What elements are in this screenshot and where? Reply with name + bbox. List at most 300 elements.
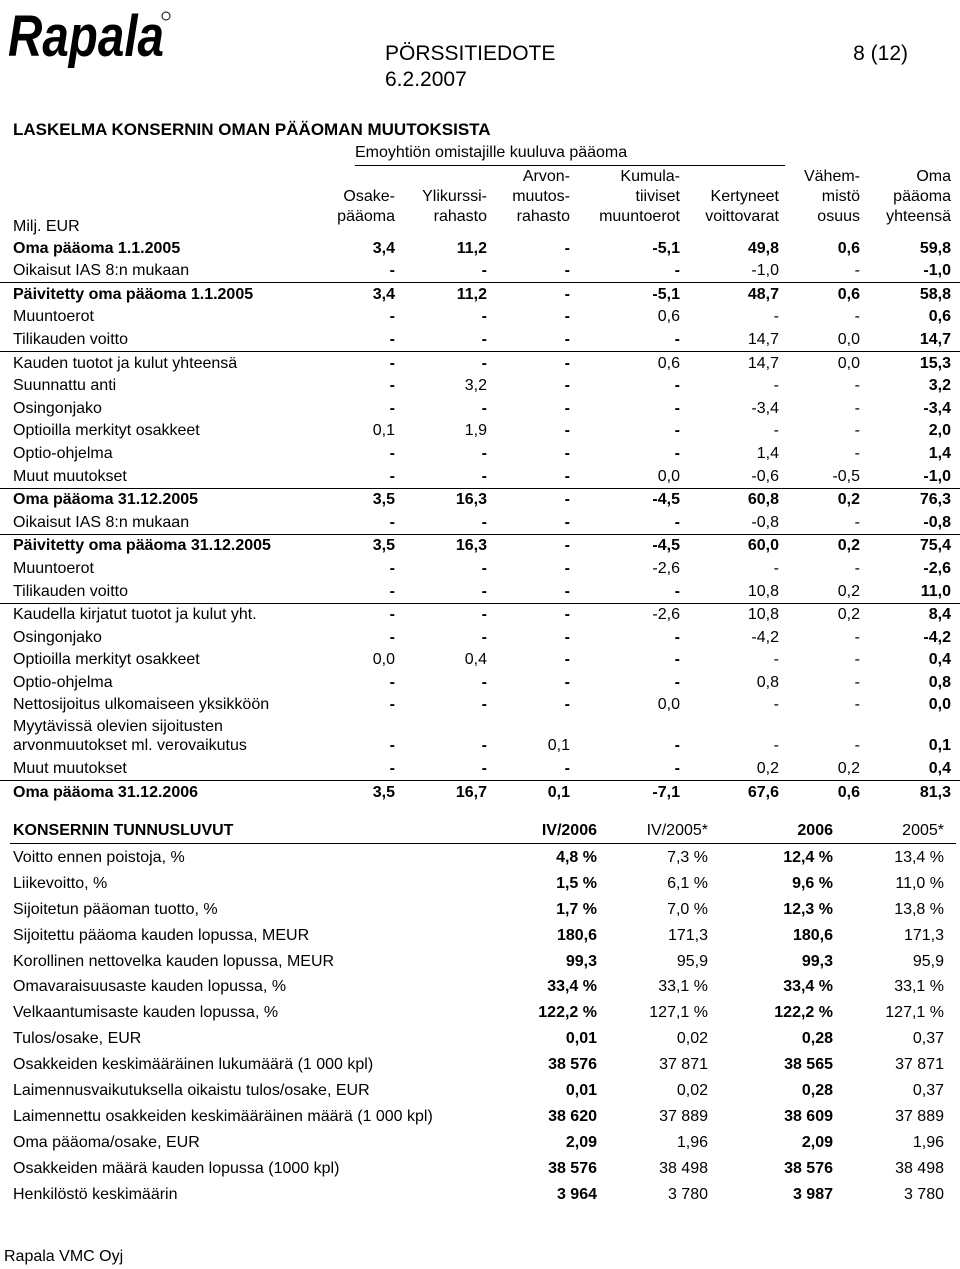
equity-cell: - <box>674 377 680 395</box>
equity-cell: - <box>773 651 779 669</box>
kpi-row <box>0 1027 960 1053</box>
equity-cell: - <box>564 537 570 555</box>
kpi-row-label: Korollinen nettovelka kauden lopussa, MEUR <box>13 952 335 970</box>
equity-row <box>0 237 960 260</box>
equity-cell: - <box>481 399 487 417</box>
equity-col-header <box>512 167 570 227</box>
kpi-col-header: 2005* <box>902 822 944 839</box>
equity-col-header-line: Oma <box>916 168 951 185</box>
equity-row <box>0 442 960 465</box>
equity-cell: - <box>389 606 395 624</box>
kpi-cell: 33,4 % <box>783 978 833 996</box>
equity-cell: - <box>854 377 860 395</box>
rapala-logo <box>6 4 172 69</box>
equity-cell: 10,8 <box>747 606 779 624</box>
kpi-cell: 38 609 <box>784 1107 833 1125</box>
kpi-row <box>0 1001 960 1027</box>
equity-row <box>0 649 960 672</box>
kpi-cell: 38 498 <box>659 1159 708 1177</box>
kpi-cell: 33,4 % <box>547 978 597 996</box>
equity-cell: 49,8 <box>747 239 779 257</box>
equity-cell: -4,5 <box>652 537 680 555</box>
footer-company: Rapala VMC Oyj <box>4 1248 124 1265</box>
equity-cell: - <box>481 582 487 600</box>
equity-cell: - <box>389 330 395 348</box>
equity-cell: - <box>389 559 395 577</box>
kpi-divider <box>10 843 956 844</box>
equity-cell: 2,0 <box>928 422 951 440</box>
equity-cell: - <box>564 467 570 485</box>
equity-cell: - <box>389 696 395 714</box>
equity-cell: -2,6 <box>652 606 680 624</box>
equity-row <box>0 757 960 780</box>
equity-cell: 11,2 <box>456 285 487 303</box>
equity-cell: - <box>674 262 680 280</box>
equity-row <box>0 694 960 717</box>
equity-cell: 0,1 <box>372 422 395 440</box>
equity-col-header-line: Kertyneet <box>710 188 779 205</box>
equity-cell: - <box>564 513 570 531</box>
equity-cell: - <box>773 377 779 395</box>
equity-cell: - <box>481 330 487 348</box>
equity-cell: 0,2 <box>837 491 860 509</box>
equity-cell: 0,1 <box>547 783 570 801</box>
equity-cell: 0,0 <box>372 651 395 669</box>
equity-row-label: Oikaisut IAS 8:n mukaan <box>13 513 190 531</box>
equity-cell: 0,2 <box>837 582 860 600</box>
equity-row-label: Optio-ohjelma <box>13 444 113 462</box>
kpi-cell: 3 964 <box>556 1185 597 1203</box>
equity-cell: - <box>564 330 570 348</box>
kpi-cell: 0,02 <box>676 1030 708 1048</box>
equity-cell: - <box>854 737 860 755</box>
equity-col-header-line: yhteensä <box>886 208 951 225</box>
equity-cell: - <box>389 444 395 462</box>
equity-cell: -0,6 <box>751 467 779 485</box>
kpi-cell: 9,6 % <box>792 874 833 892</box>
equity-row-label: Päivitetty oma pääoma 31.12.2005 <box>13 537 271 555</box>
kpi-row-label: Sijoitettu pääoma kauden lopussa, MEUR <box>13 926 310 944</box>
equity-row-label: Kaudella kirjatut tuotot ja kulut yht. <box>13 606 257 624</box>
equity-cell: 1,4 <box>756 444 779 462</box>
kpi-cell: 38 576 <box>548 1056 597 1074</box>
equity-cell: 3,2 <box>464 377 487 395</box>
equity-cell: - <box>389 308 395 326</box>
equity-cell: -4,2 <box>751 628 779 646</box>
equity-row-label: Muut muutokset <box>13 467 127 485</box>
equity-row <box>0 351 960 375</box>
kpi-cell: 122,2 % <box>774 1004 833 1022</box>
kpi-cell: 127,1 % <box>649 1004 708 1022</box>
equity-cell: 0,0 <box>928 696 951 714</box>
kpi-col-header: 2006 <box>797 822 833 839</box>
page-number: 8 (12) <box>853 42 908 65</box>
equity-cell: 11,2 <box>456 239 487 257</box>
equity-cell: - <box>773 696 779 714</box>
kpi-cell: 171,3 <box>667 926 708 944</box>
equity-cell: - <box>674 399 680 417</box>
equity-cell: 3,4 <box>372 285 395 303</box>
equity-cell: 16,3 <box>455 491 487 509</box>
equity-cell: - <box>564 354 570 372</box>
equity-cell: - <box>481 737 487 755</box>
equity-cell: -1,0 <box>923 262 951 280</box>
equity-cell: 10,8 <box>747 582 779 600</box>
equity-cell: - <box>389 760 395 778</box>
equity-row-label: Tilikauden voitto <box>13 582 129 600</box>
equity-cell: - <box>564 628 570 646</box>
equity-col-header-line: Arvon- <box>522 168 570 185</box>
equity-row <box>0 306 960 329</box>
equity-cell: - <box>674 651 680 669</box>
kpi-cell: 7,3 % <box>667 849 708 866</box>
equity-row-label: Nettosijoitus ulkomaiseen yksikköön <box>13 696 270 714</box>
equity-cell: - <box>481 606 487 624</box>
equity-cell: -3,4 <box>923 399 951 417</box>
kpi-row-label: Tulos/osake, EUR <box>13 1030 142 1048</box>
equity-col-header-line: Osake- <box>343 188 395 205</box>
kpi-col-header: IV/2005* <box>646 822 708 839</box>
kpi-row <box>0 1053 960 1079</box>
kpi-row-label: Henkilöstö keskimäärin <box>13 1185 178 1203</box>
equity-cell: 11,0 <box>920 582 951 600</box>
kpi-row <box>0 846 960 872</box>
equity-group-label: Emoyhtiön omistajille kuuluva pääoma <box>355 144 628 161</box>
kpi-cell: 3 780 <box>667 1185 708 1203</box>
kpi-row <box>0 1105 960 1131</box>
equity-col-header <box>886 167 951 227</box>
equity-cell: - <box>674 673 680 691</box>
equity-cell: 75,4 <box>919 537 951 555</box>
kpi-cell: 1,7 % <box>556 900 597 918</box>
equity-cell: - <box>564 444 570 462</box>
kpi-cell: 99,3 <box>801 952 833 970</box>
kpi-cell: 13,8 % <box>894 900 944 918</box>
unit-label: Milj. EUR <box>13 218 80 235</box>
equity-cell: - <box>564 491 570 509</box>
equity-col-header <box>705 187 779 227</box>
kpi-cell: 1,96 <box>912 1133 944 1151</box>
kpi-row-label: Velkaantumisaste kauden lopussa, % <box>13 1004 279 1022</box>
equity-row-label: Myytävissä olevien sijoitusten arvonmuutokset ml. verovaikutus <box>13 718 247 755</box>
kpi-cell: 171,3 <box>903 926 944 944</box>
equity-col-header-line: osuus <box>817 208 860 225</box>
equity-cell: 1,9 <box>464 422 487 440</box>
equity-cell: - <box>564 559 570 577</box>
equity-cell: 0,2 <box>837 606 860 624</box>
equity-cell: - <box>564 606 570 624</box>
equity-col-header-line: pääoma <box>893 188 951 205</box>
equity-cell: -0,8 <box>751 513 779 531</box>
kpi-cell: 7,0 % <box>667 900 708 918</box>
equity-row <box>0 282 960 306</box>
equity-row <box>0 488 960 512</box>
kpi-cell: 38 565 <box>784 1056 833 1074</box>
kpi-cell: 12,4 % <box>783 849 833 866</box>
equity-cell: 14,7 <box>919 330 951 348</box>
kpi-cell: 37 889 <box>659 1107 708 1125</box>
equity-row-label: Oma pääoma 31.12.2006 <box>13 783 199 801</box>
equity-row <box>0 420 960 443</box>
equity-cell: 3,2 <box>928 377 951 395</box>
equity-cell: - <box>854 444 860 462</box>
equity-cell: - <box>481 262 487 280</box>
equity-cell: 16,7 <box>455 783 487 801</box>
equity-cell: - <box>389 737 395 755</box>
equity-cell: 60,8 <box>747 491 779 509</box>
kpi-cell: 180,6 <box>556 926 597 944</box>
equity-cell: - <box>564 239 570 257</box>
equity-cell: 0,2 <box>756 760 779 778</box>
equity-row <box>0 603 960 627</box>
equity-cell: - <box>773 308 779 326</box>
equity-cell: - <box>481 673 487 691</box>
kpi-cell: 37 871 <box>659 1056 708 1074</box>
equity-cell: - <box>389 262 395 280</box>
equity-col-header-line: voittovarat <box>705 208 779 225</box>
equity-row <box>0 580 960 603</box>
kpi-cell: 95,9 <box>676 952 708 970</box>
equity-col-header <box>337 187 395 227</box>
kpi-cell: 13,4 % <box>894 849 944 866</box>
equity-row <box>0 557 960 580</box>
equity-cell: - <box>564 285 570 303</box>
equity-row <box>0 626 960 649</box>
equity-cell: - <box>564 262 570 280</box>
kpi-cell: 37 889 <box>895 1107 944 1125</box>
equity-cell: - <box>773 422 779 440</box>
equity-cell: 14,7 <box>747 354 779 372</box>
equity-cell: -5,1 <box>652 239 680 257</box>
equity-cell: - <box>674 760 680 778</box>
doc-date: 6.2.2007 <box>385 68 467 91</box>
equity-cell: - <box>564 651 570 669</box>
equity-cell: - <box>773 559 779 577</box>
equity-cell: 0,6 <box>928 308 951 326</box>
equity-cell: - <box>564 422 570 440</box>
equity-row <box>0 260 960 283</box>
equity-row-label: Suunnattu anti <box>13 377 117 395</box>
equity-cell: 3,5 <box>372 491 395 509</box>
equity-cell: - <box>564 760 570 778</box>
equity-row-label: Tilikauden voitto <box>13 330 129 348</box>
kpi-cell: 0,28 <box>801 1030 833 1048</box>
kpi-row <box>0 950 960 976</box>
kpi-table <box>0 846 960 1208</box>
equity-cell: 81,3 <box>919 783 951 801</box>
kpi-row-label: Laimennettu osakkeiden keskimääräinen määrä (1 000 kpl) <box>13 1107 433 1125</box>
equity-cell: 0,0 <box>657 696 680 714</box>
equity-row <box>0 328 960 351</box>
equity-cell: -1,0 <box>923 467 951 485</box>
equity-cell: - <box>854 628 860 646</box>
equity-cell: - <box>389 467 395 485</box>
equity-cell: - <box>674 737 680 755</box>
equity-col-header-line: Vähem- <box>803 168 860 185</box>
equity-cell: - <box>389 582 395 600</box>
equity-cell: - <box>481 760 487 778</box>
kpi-row <box>0 1079 960 1105</box>
kpi-cell: 180,6 <box>792 926 833 944</box>
kpi-row-label: Osakkeiden määrä kauden lopussa (1000 kpl) <box>13 1159 340 1177</box>
equity-cell: - <box>481 444 487 462</box>
kpi-cell: 3 987 <box>792 1185 833 1203</box>
kpi-cell: 38 620 <box>548 1107 597 1125</box>
equity-col-header-line: rahasto <box>433 208 487 225</box>
doc-title: PÖRSSITIEDOTE <box>385 42 556 65</box>
equity-col-header-line: Kumula- <box>620 168 680 185</box>
equity-row <box>0 511 960 534</box>
equity-cell: - <box>389 628 395 646</box>
equity-cell: 0,6 <box>837 285 860 303</box>
equity-row-label: Optioilla merkityt osakkeet <box>13 422 200 440</box>
equity-cell: - <box>389 399 395 417</box>
kpi-row <box>0 924 960 950</box>
equity-cell: 16,3 <box>455 537 487 555</box>
kpi-cell: 0,37 <box>912 1082 944 1100</box>
equity-cell: 48,7 <box>747 285 779 303</box>
kpi-cell: 3 780 <box>903 1185 944 1203</box>
equity-cell: 0,0 <box>837 354 860 372</box>
equity-row-label: Kauden tuotot ja kulut yhteensä <box>13 354 238 372</box>
equity-cell: - <box>564 308 570 326</box>
equity-col-header <box>422 187 487 227</box>
kpi-col-header: IV/2006 <box>541 822 597 839</box>
kpi-cell: 4,8 % <box>556 849 597 866</box>
equity-cell: - <box>773 737 779 755</box>
equity-cell: - <box>564 399 570 417</box>
equity-row <box>0 671 960 694</box>
equity-cell: - <box>564 696 570 714</box>
equity-row-label: Oma pääoma 1.1.2005 <box>13 239 181 257</box>
equity-row <box>0 397 960 420</box>
equity-cell: 0,0 <box>837 330 860 348</box>
equity-cell: -7,1 <box>652 783 680 801</box>
kpi-cell: 1,96 <box>676 1133 708 1151</box>
equity-cell: - <box>854 422 860 440</box>
equity-cell: -2,6 <box>652 559 680 577</box>
kpi-cell: 1,5 % <box>556 874 597 892</box>
equity-cell: - <box>564 377 570 395</box>
equity-cell: -1,0 <box>751 262 779 280</box>
equity-cell: 3,5 <box>372 537 395 555</box>
kpi-cell: 122,2 % <box>538 1004 597 1022</box>
equity-cell: - <box>481 308 487 326</box>
kpi-row-label: Laimennusvaikutuksella oikaistu tulos/osake, EUR <box>13 1082 370 1100</box>
equity-cell: - <box>481 628 487 646</box>
equity-cell: 0,8 <box>928 673 951 691</box>
equity-cell: 1,4 <box>928 444 951 462</box>
kpi-cell: 33,1 % <box>658 978 708 996</box>
equity-row-label: Optio-ohjelma <box>13 673 113 691</box>
kpi-row <box>0 898 960 924</box>
equity-cell: 0,6 <box>837 239 860 257</box>
equity-cell: 59,8 <box>919 239 951 257</box>
kpi-cell: 38 576 <box>784 1159 833 1177</box>
kpi-row <box>0 1183 960 1209</box>
equity-row <box>0 375 960 398</box>
kpi-cell: 99,3 <box>565 952 597 970</box>
equity-cell: - <box>674 422 680 440</box>
equity-cell: 14,7 <box>747 330 779 348</box>
kpi-row-label: Omavaraisuusaste kauden lopussa, % <box>13 978 287 996</box>
equity-row-label: Muuntoerot <box>13 559 94 577</box>
equity-cell: -4,5 <box>652 491 680 509</box>
equity-cell: 67,6 <box>747 783 779 801</box>
kpi-cell: 95,9 <box>912 952 944 970</box>
equity-row <box>0 780 960 804</box>
equity-row <box>0 716 960 757</box>
kpi-row <box>0 1131 960 1157</box>
equity-col-header-line: muutos- <box>512 188 570 205</box>
kpi-cell: 0,01 <box>565 1030 597 1048</box>
equity-col-header-line: pääoma <box>337 208 395 225</box>
equity-cell: -4,2 <box>923 628 951 646</box>
equity-cell: 3,5 <box>372 783 395 801</box>
equity-cell: 0,8 <box>756 673 779 691</box>
equity-cell: 76,3 <box>919 491 951 509</box>
kpi-title: KONSERNIN TUNNUSLUVUT <box>13 822 234 839</box>
equity-cell: - <box>854 262 860 280</box>
equity-cell: - <box>481 467 487 485</box>
kpi-row-label: Liikevoitto, % <box>13 874 108 892</box>
kpi-cell: 127,1 % <box>885 1004 944 1022</box>
equity-cell: 0,4 <box>928 760 951 778</box>
equity-row-label: Optioilla merkityt osakkeet <box>13 651 200 669</box>
equity-cell: - <box>854 673 860 691</box>
equity-row-label: Osingonjako <box>13 399 102 417</box>
equity-cell: - <box>389 673 395 691</box>
kpi-cell: 33,1 % <box>894 978 944 996</box>
equity-row-label: Osingonjako <box>13 628 102 646</box>
equity-col-header <box>804 167 860 227</box>
equity-cell: 58,8 <box>919 285 951 303</box>
equity-title: LASKELMA KONSERNIN OMAN PÄÄOMAN MUUTOKSISTA <box>13 120 491 139</box>
equity-col-header-line: muuntoerot <box>599 208 680 225</box>
equity-cell: -2,6 <box>923 559 951 577</box>
kpi-cell: 11,0 % <box>895 874 944 892</box>
equity-cell: - <box>674 628 680 646</box>
kpi-cell: 6,1 % <box>667 874 708 892</box>
equity-col-header <box>599 167 680 227</box>
equity-col-header-line: rahasto <box>516 208 570 225</box>
equity-cell: -0,5 <box>832 467 860 485</box>
kpi-cell: 38 576 <box>548 1159 597 1177</box>
kpi-row-label: Oma pääoma/osake, EUR <box>13 1133 200 1151</box>
equity-cell: -0,8 <box>923 513 951 531</box>
equity-cell: - <box>481 559 487 577</box>
equity-col-header-line: mistö <box>821 188 860 205</box>
kpi-row <box>0 1157 960 1183</box>
logo-text: Rapala <box>8 4 164 69</box>
equity-cell: -5,1 <box>652 285 680 303</box>
equity-cell: - <box>564 673 570 691</box>
equity-cell: - <box>674 513 680 531</box>
equity-col-header-line: tiiviset <box>635 188 680 205</box>
equity-cell: 3,4 <box>372 239 395 257</box>
equity-cell: - <box>854 651 860 669</box>
equity-cell: - <box>854 308 860 326</box>
equity-row-label: Muut muutokset <box>13 760 127 778</box>
kpi-cell: 12,3 % <box>783 900 833 918</box>
equity-cell: 0,6 <box>837 783 860 801</box>
kpi-cell: 0,37 <box>912 1030 944 1048</box>
kpi-cell: 2,09 <box>565 1133 597 1151</box>
equity-row <box>0 465 960 488</box>
equity-cell: - <box>481 354 487 372</box>
equity-cell: 0,1 <box>547 737 570 755</box>
equity-cell: 15,3 <box>919 354 951 372</box>
